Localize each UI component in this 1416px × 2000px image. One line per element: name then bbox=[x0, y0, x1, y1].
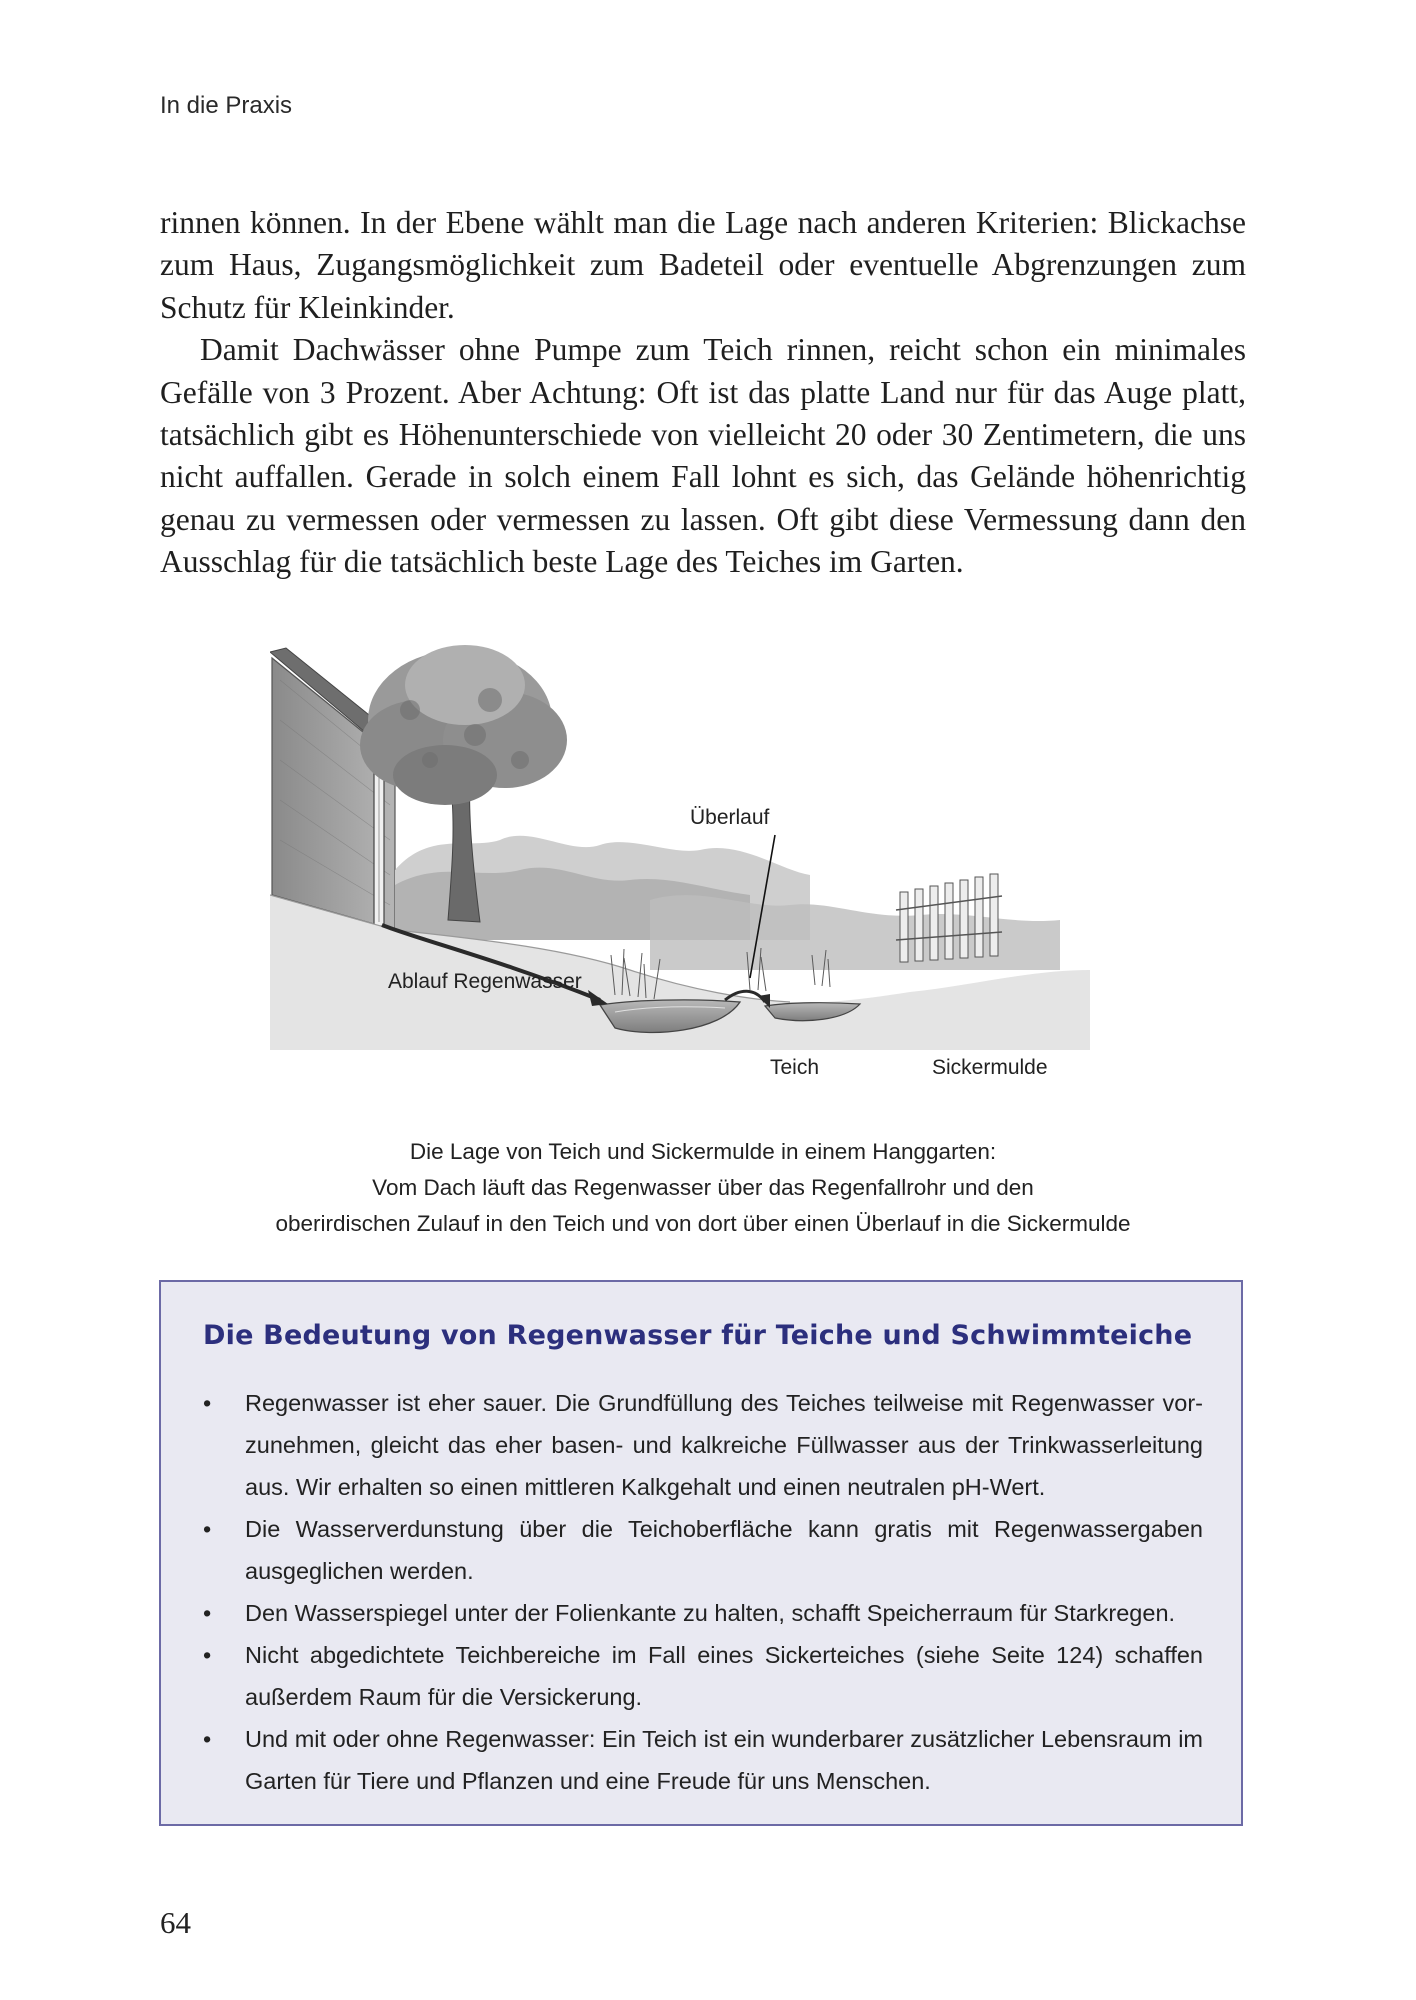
paragraph: Damit Dachwässer ohne Pumpe zum Teich rinnen, reicht schon ein minimales Gefälle von 3 Prozent. Aber Achtung: Oft ist das platte Land nur für das Auge platt, tatsächlich gibt es Höhenunterschiede von vielleicht 20 oder 30 Zentimetern, die uns nicht auffallen. Gerade in solch einem Fall lohnt es sich, das Gelände höhenrichtig genau zu vermessen oder vermessen zu lassen. Oft gibt diese Vermessung dann den Ausschlag für die tatsächlich beste Lage des Teiches im Garten. bbox=[160, 332, 1246, 580]
bullet-icon: • bbox=[203, 1390, 212, 1416]
running-head: In die Praxis bbox=[160, 92, 293, 119]
page-number: 64 bbox=[160, 1905, 191, 1940]
list-item-text: Nicht abgedichtete Teichbereiche im Fall eines Sickerteiches (siehe Seite 124) schaffen außerdem Raum für die Versickerung. bbox=[245, 1642, 1203, 1710]
paragraph: rinnen können. In der Ebene wählt man die Lage nach anderen Kriterien: Blickachse zum Haus, Zugangsmöglichkeit zum Badeteil oder eventuelle Abgrenzungen zum Schutz für Kleinkinder. bbox=[160, 205, 1246, 325]
list-item-text: Regenwasser ist eher sauer. Die Grundfüllung des Teiches teilweise mit Regenwasser vorzunehmen, gleicht das eher basen- und kalkreiche Füllwasser aus der Trinkwasserleitung aus. Wir erhalten so einen mittleren Kalkgehalt und einen neutralen pH-Wert. bbox=[245, 1390, 1203, 1500]
info-box bbox=[159, 1280, 1243, 1826]
list-item bbox=[203, 1592, 1203, 1634]
list-item bbox=[203, 1634, 1203, 1718]
list-item-text: Den Wasserspiegel unter der Folienkante zu halten, schafft Speicherraum für Starkregen. bbox=[245, 1600, 1176, 1626]
caption-line: Vom Dach läuft das Regenwasser über das Regenfallrohr und den bbox=[372, 1175, 1034, 1200]
garden-illustration bbox=[270, 640, 1170, 1110]
figure-caption bbox=[160, 1134, 1246, 1242]
body-text bbox=[160, 202, 1246, 584]
caption-line: oberirdischen Zulauf in den Teich und von dort über einen Überlauf in die Sickermulde bbox=[275, 1211, 1131, 1236]
list-item bbox=[203, 1382, 1203, 1508]
list-item-text: Die Wasserverdunstung über die Teichoberfläche kann gratis mit Regenwassergaben ausgeglichen werden. bbox=[245, 1516, 1203, 1584]
garden-sketch bbox=[270, 640, 1170, 1110]
downpipe bbox=[374, 758, 384, 926]
info-box-list bbox=[203, 1382, 1203, 1802]
list-item-text: Und mit oder ohne Regenwasser: Ein Teich ist ein wunderbarer zusätzlicher Lebensraum im Garten für Tiere und Pflanzen und eine Freude für uns Menschen. bbox=[245, 1726, 1203, 1794]
label-teich: Teich bbox=[770, 1056, 820, 1079]
label-ueberlauf: Überlauf bbox=[690, 806, 770, 829]
caption-line: Die Lage von Teich und Sickermulde in einem Hanggarten: bbox=[409, 1139, 997, 1164]
bullet-icon: • bbox=[203, 1600, 212, 1626]
label-ablauf-regenwasser: Ablauf Regenwasser bbox=[388, 970, 582, 993]
bullet-icon: • bbox=[203, 1726, 212, 1752]
list-item bbox=[203, 1718, 1203, 1802]
bullet-icon: • bbox=[203, 1642, 212, 1668]
label-sickermulde: Sickermulde bbox=[932, 1056, 1048, 1079]
bullet-icon: • bbox=[203, 1516, 212, 1542]
list-item bbox=[203, 1508, 1203, 1592]
info-box-title: Die Bedeutung von Regenwasser für Teiche und Schwimmteiche bbox=[203, 1320, 1193, 1351]
